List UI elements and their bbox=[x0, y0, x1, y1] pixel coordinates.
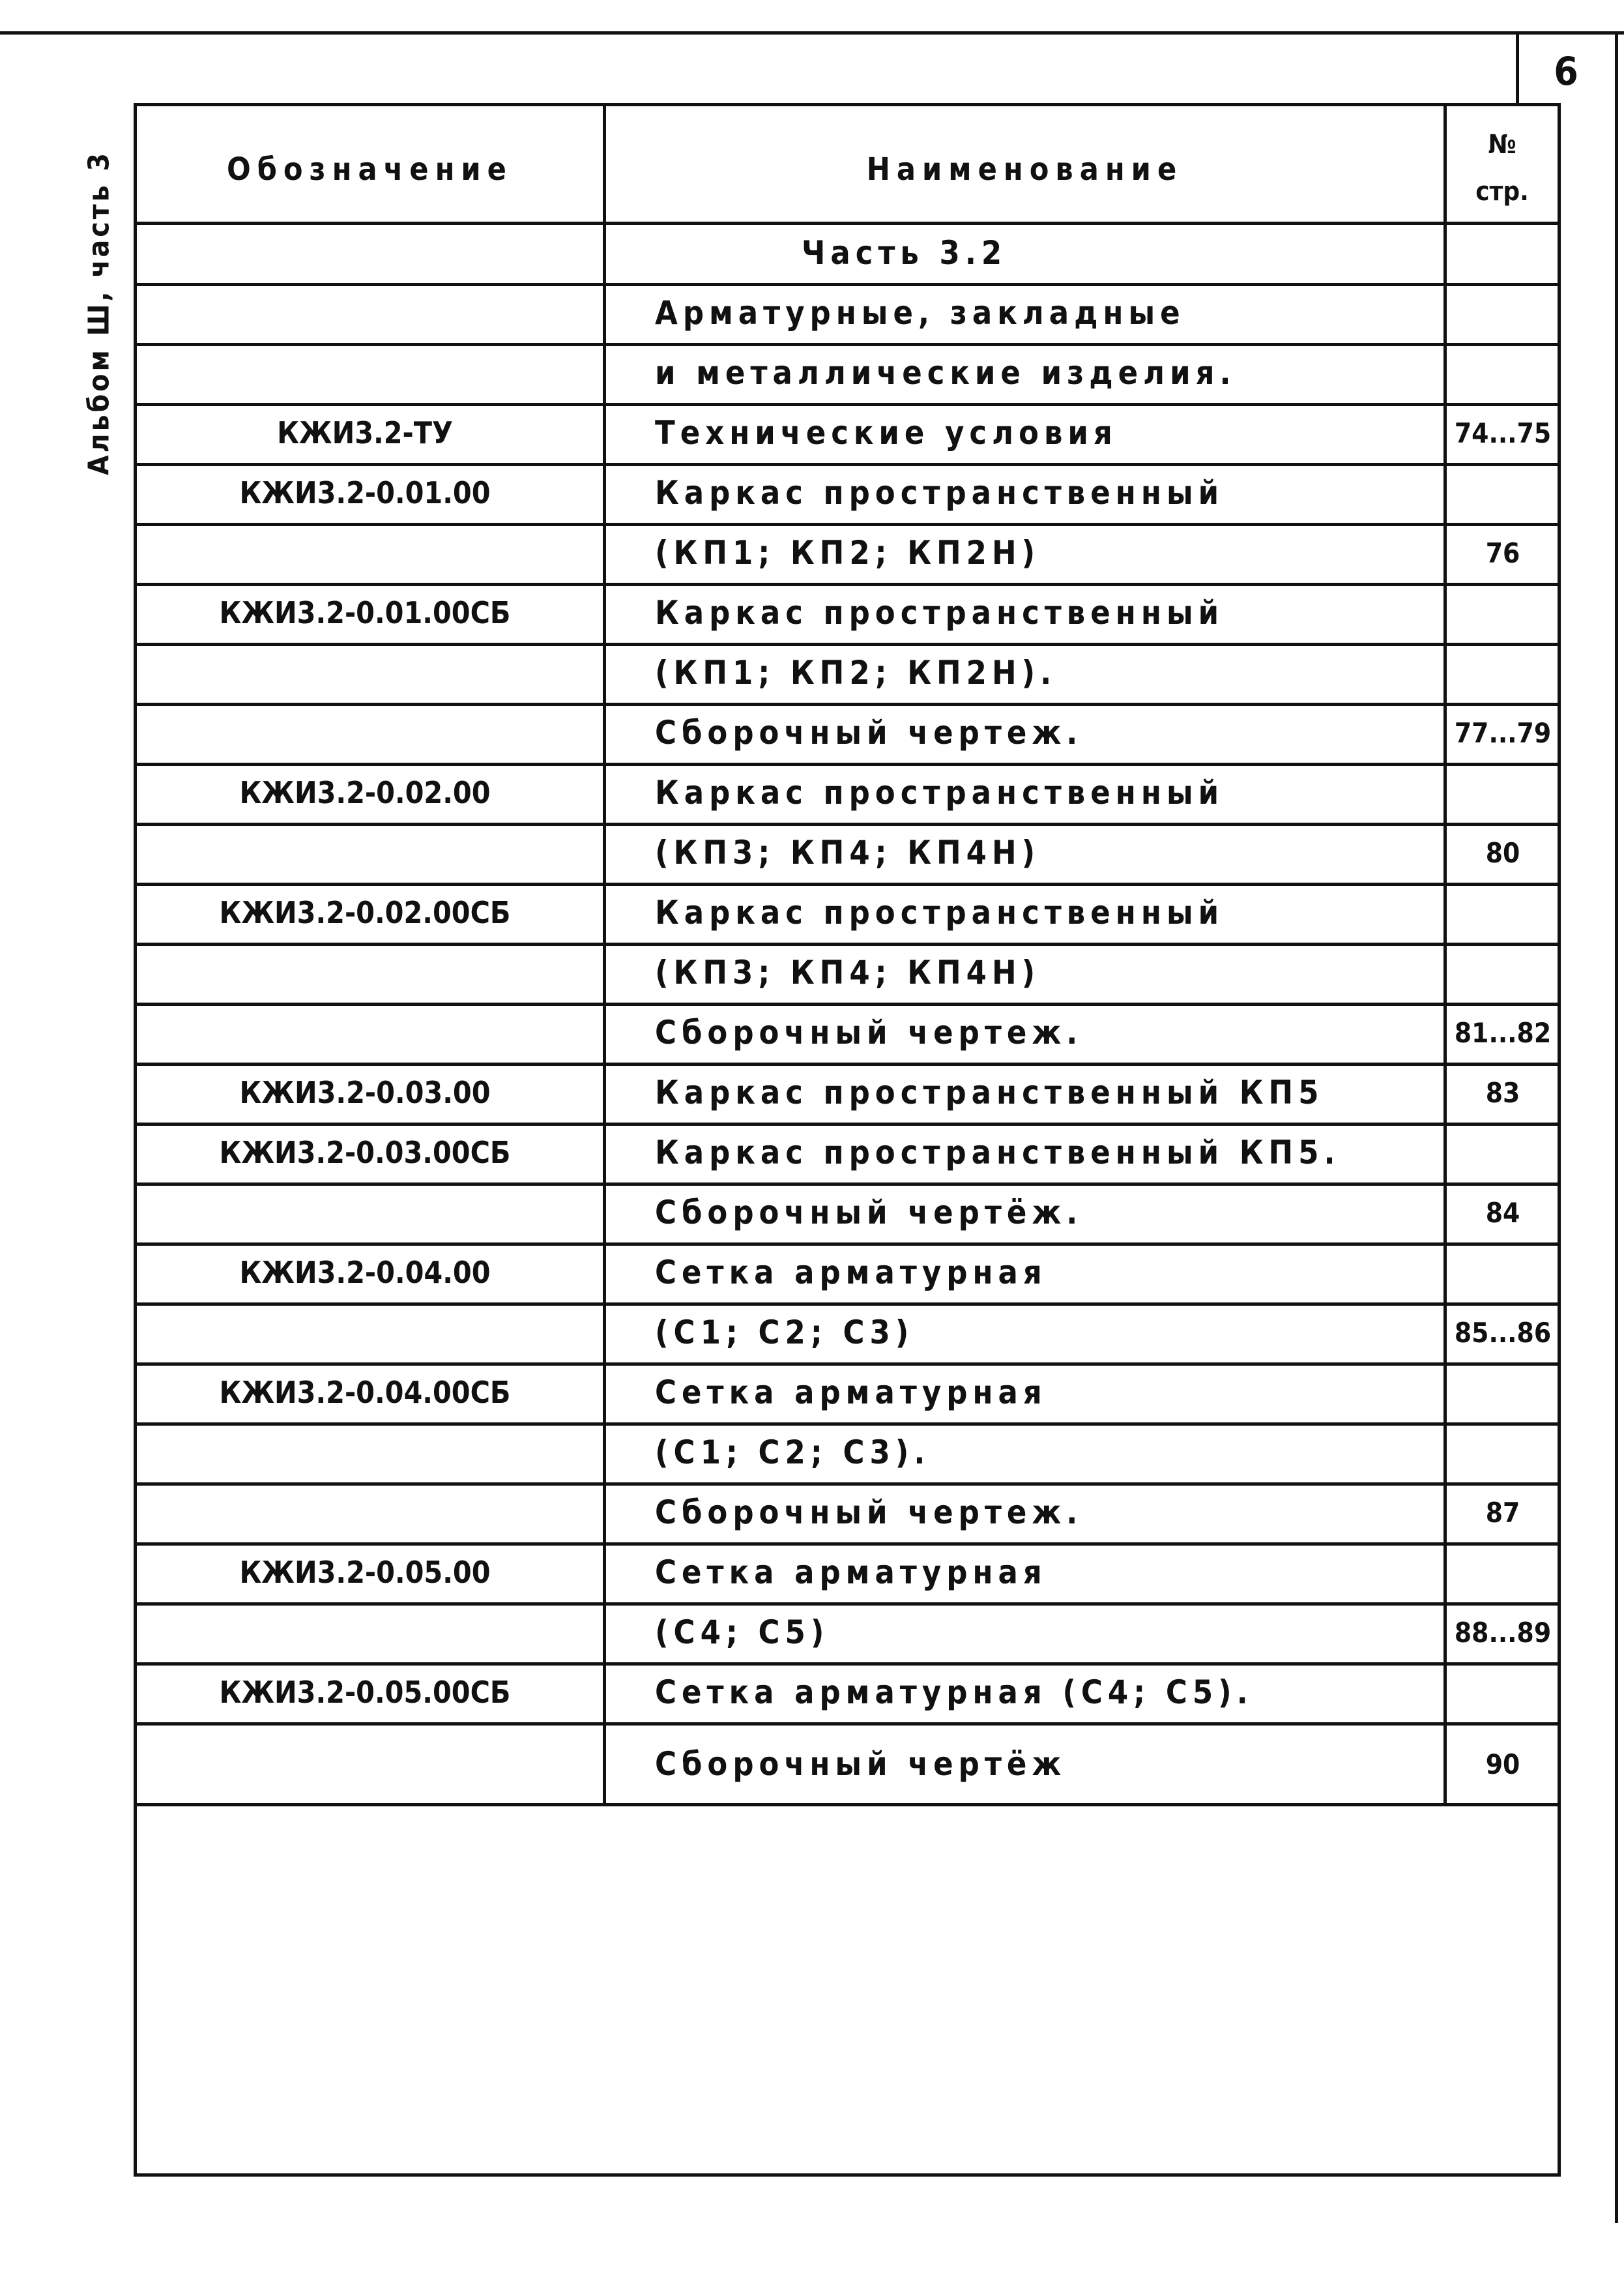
row-page: 85...86 bbox=[1454, 1316, 1552, 1349]
row-name: Каркас пространственный КП5 bbox=[655, 1074, 1324, 1111]
sheet-number: 6 bbox=[1554, 49, 1578, 95]
row-name: Сборочный чертёж bbox=[655, 1745, 1067, 1783]
row-name: Арматурные, закладные bbox=[655, 294, 1185, 332]
page-number-box-right bbox=[1615, 33, 1618, 2223]
row-code: КЖИ3.2-0.04.00СБ bbox=[219, 1375, 511, 1410]
row-name: (КП1; КП2; КП2Н). bbox=[655, 654, 1057, 692]
row-line bbox=[134, 1722, 1561, 1726]
row-page bbox=[1448, 1422, 1558, 1482]
header-sheet-number bbox=[1447, 116, 1558, 220]
row-page bbox=[1448, 763, 1558, 823]
row-code: КЖИ3.2-0.01.00 bbox=[239, 475, 491, 510]
row-name: Каркас пространственный КП5. bbox=[655, 1134, 1341, 1171]
row-line bbox=[134, 1803, 1561, 1806]
row-page bbox=[1448, 343, 1558, 403]
row-name: Сборочный чертеж. bbox=[655, 714, 1083, 752]
row-code: КЖИ3.2-0.01.00СБ bbox=[219, 595, 511, 630]
row-page: 74...75 bbox=[1454, 417, 1552, 449]
row-name: Каркас пространственный bbox=[655, 894, 1225, 932]
header-sheet-label: стр. bbox=[1475, 177, 1529, 207]
row-code: КЖИ3.2-0.05.00СБ bbox=[219, 1675, 511, 1710]
row-name: Каркас пространственный bbox=[655, 474, 1225, 512]
row-page: 84 bbox=[1485, 1196, 1520, 1229]
row-code bbox=[130, 643, 600, 703]
row-name: (С1; С2; С3) bbox=[655, 1314, 914, 1351]
row-page bbox=[1448, 1362, 1558, 1422]
table-top-border bbox=[136, 103, 1558, 106]
row-name: Каркас пространственный bbox=[655, 774, 1225, 812]
row-code bbox=[130, 523, 600, 583]
row-page: 90 bbox=[1485, 1748, 1520, 1780]
top-border-line bbox=[0, 31, 1624, 35]
row-name: Сетка арматурная bbox=[655, 1374, 1047, 1411]
row-name: (С1; С2; С3). bbox=[655, 1433, 931, 1471]
row-page bbox=[1448, 1123, 1558, 1183]
row-page bbox=[1448, 463, 1558, 523]
row-code: КЖИ3.2-ТУ bbox=[277, 415, 453, 450]
row-page bbox=[1448, 1242, 1558, 1302]
row-page bbox=[1448, 583, 1558, 643]
row-page bbox=[1448, 283, 1558, 343]
row-code bbox=[130, 823, 600, 883]
row-page bbox=[1448, 1542, 1558, 1602]
header-sheet-symbol: № bbox=[1488, 130, 1516, 160]
row-page: 77...79 bbox=[1454, 716, 1552, 749]
row-page bbox=[1448, 943, 1558, 1003]
row-page: 87 bbox=[1485, 1496, 1520, 1529]
row-page: 76 bbox=[1485, 536, 1520, 569]
row-page: 83 bbox=[1485, 1076, 1520, 1109]
row-name: Сборочный чертеж. bbox=[655, 1014, 1083, 1051]
row-page bbox=[1448, 1662, 1558, 1722]
header-name: Наименование bbox=[866, 151, 1183, 188]
table-right-border bbox=[1558, 103, 1561, 2176]
row-name: Часть 3.2 bbox=[802, 234, 1008, 272]
row-name: (С4; С5) bbox=[655, 1613, 830, 1651]
row-name: (КП1; КП2; КП2Н) bbox=[655, 534, 1041, 572]
row-name: и металлические изделия. bbox=[655, 354, 1236, 392]
row-code bbox=[130, 343, 600, 403]
row-name: Технические условия bbox=[655, 414, 1118, 452]
row-code bbox=[130, 943, 600, 1003]
row-code bbox=[130, 223, 600, 283]
row-name: Сетка арматурная bbox=[655, 1553, 1047, 1591]
row-code bbox=[130, 1003, 600, 1063]
row-code: КЖИ3.2-0.04.00 bbox=[239, 1255, 491, 1290]
row-code: КЖИ3.2-0.05.00 bbox=[239, 1555, 491, 1590]
column-divider-code bbox=[603, 103, 606, 1804]
row-name: Сетка арматурная (С4; С5). bbox=[655, 1673, 1253, 1711]
row-code: КЖИ3.2-0.03.00 bbox=[239, 1075, 491, 1110]
row-page: 80 bbox=[1485, 836, 1520, 869]
row-code bbox=[130, 283, 600, 343]
row-page: 81...82 bbox=[1454, 1016, 1552, 1049]
row-name: Сетка арматурная bbox=[655, 1254, 1047, 1291]
row-page: 88...89 bbox=[1454, 1616, 1552, 1649]
row-name: (КП3; КП4; КП4Н) bbox=[655, 954, 1041, 992]
row-code bbox=[130, 1602, 600, 1662]
row-code bbox=[130, 1482, 600, 1542]
row-page bbox=[1448, 643, 1558, 703]
row-code: КЖИ3.2-0.02.00 bbox=[239, 775, 491, 810]
row-code bbox=[130, 1734, 600, 1794]
header-designation: Обозначение bbox=[227, 151, 513, 188]
row-code: КЖИ3.2-0.03.00СБ bbox=[219, 1135, 511, 1170]
row-code bbox=[130, 703, 600, 763]
row-name: Каркас пространственный bbox=[655, 594, 1225, 632]
row-code bbox=[130, 1183, 600, 1242]
row-name: Сборочный чертеж. bbox=[655, 1493, 1083, 1531]
table-bottom-border bbox=[134, 2173, 1561, 2177]
row-code bbox=[130, 1302, 600, 1362]
row-name: (КП3; КП4; КП4Н) bbox=[655, 834, 1041, 872]
row-name: Сборочный чертёж. bbox=[655, 1194, 1083, 1231]
row-code: КЖИ3.2-0.02.00СБ bbox=[219, 895, 511, 930]
album-label: Альбом Ш, часть 3 bbox=[82, 150, 116, 476]
row-page bbox=[1448, 223, 1558, 283]
row-page bbox=[1448, 883, 1558, 943]
row-code bbox=[130, 1422, 600, 1482]
